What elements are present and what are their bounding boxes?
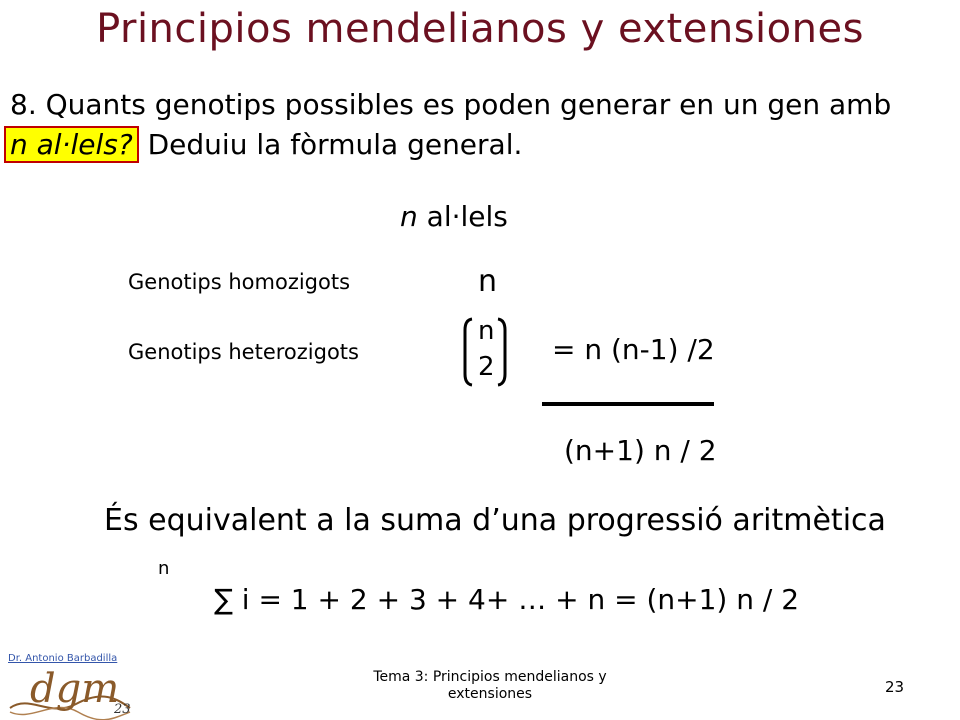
total-formula: (n+1) n / 2 (564, 434, 717, 467)
sum-divider-line (542, 402, 714, 406)
author-link[interactable]: Dr. Antonio Barbadilla (8, 653, 118, 664)
alleles-word: al·lels (426, 200, 508, 233)
homozygous-label: Genotips homozigots (128, 270, 351, 294)
equivalence-text: És equivalent a la suma d’una progressió aritmètica (104, 503, 886, 538)
n-alleles-label (400, 200, 508, 233)
sum-formula: ∑ i = 1 + 2 + 3 + 4+ … + n = (n+1) n / 2 (214, 583, 800, 616)
homozygous-value: n (478, 264, 498, 299)
heterozygous-formula: = n (n-1) /2 (552, 333, 715, 366)
footer-course-title: Tema 3: Principios mendelianos y extensiones (373, 669, 607, 702)
question-line-1: 8. Quants genotips possibles es poden generar en un gen amb (10, 88, 892, 121)
logo-text: dgm (30, 666, 120, 712)
logo-number: 23 (114, 702, 131, 717)
dgm-logo (6, 668, 136, 720)
highlighted-term: n al·lels? (4, 126, 139, 163)
sum-upper-limit: n (158, 558, 170, 579)
slide-title: Principios mendelianos y extensiones (96, 6, 864, 52)
binomial-coefficient (462, 316, 508, 388)
binomial-bottom: 2 (478, 352, 495, 382)
page-number: 23 (885, 678, 905, 696)
question-rest: Deduiu la fòrmula general. (147, 128, 523, 161)
binomial-top: n (478, 316, 495, 346)
question-line-2 (10, 128, 522, 161)
n-variable: n (400, 200, 418, 233)
heterozygous-label: Genotips heterozigots (128, 340, 359, 364)
